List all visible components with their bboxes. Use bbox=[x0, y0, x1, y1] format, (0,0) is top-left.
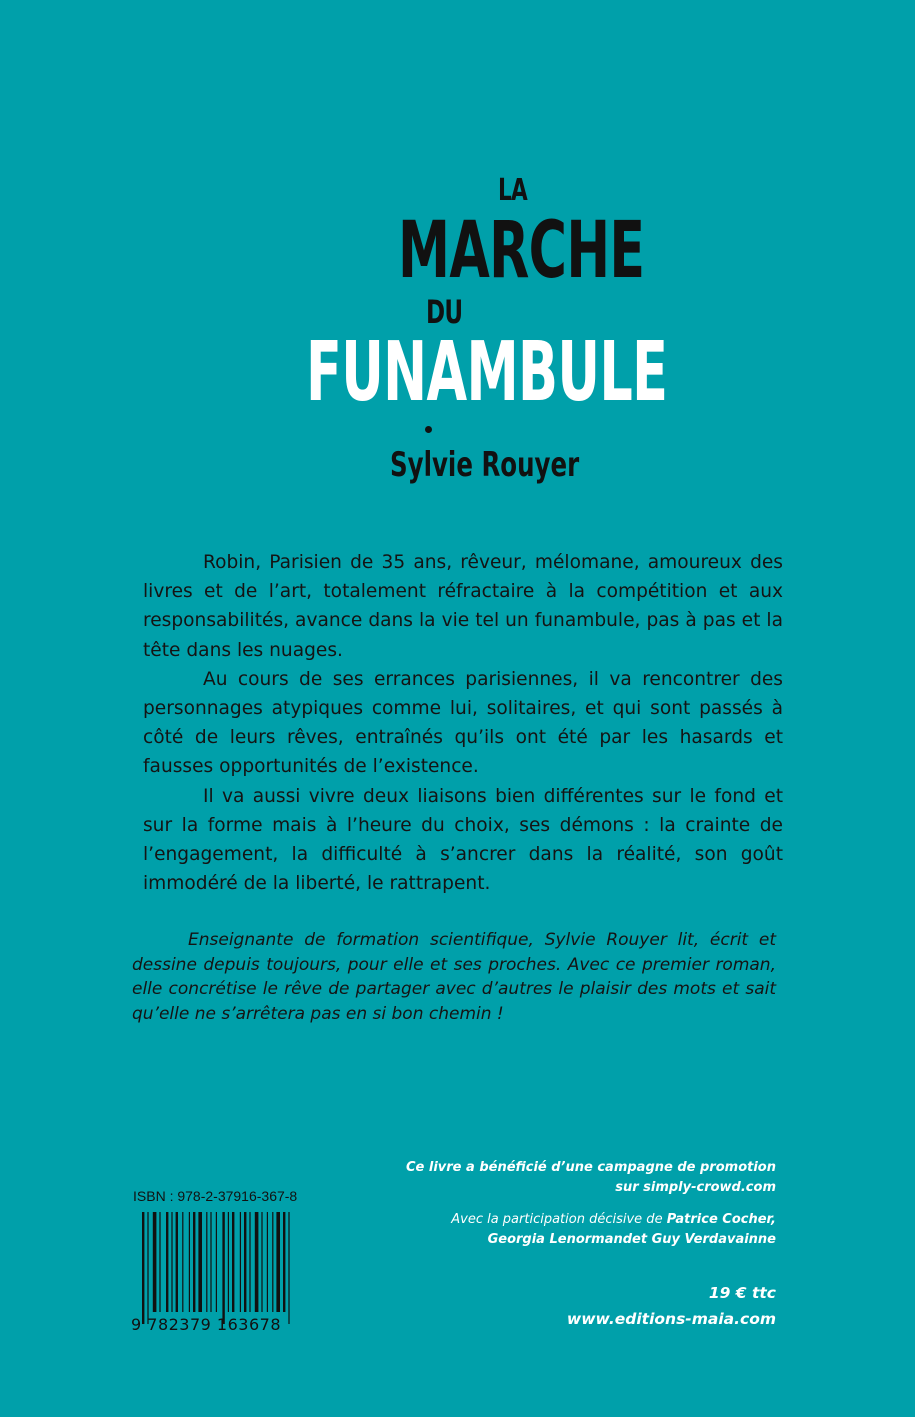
barcode-bar bbox=[176, 1212, 178, 1312]
isbn-label: ISBN : 978-2-37916-367-8 bbox=[133, 1188, 298, 1204]
barcode-bar bbox=[222, 1212, 224, 1324]
barcode-bar bbox=[249, 1212, 250, 1312]
barcode-bar bbox=[206, 1212, 207, 1312]
participation-prefix: Avec la participation décisive de bbox=[451, 1212, 667, 1227]
synopsis-paragraph: Il va aussi vivre deux liaisons bien différentes sur le fond et sur la forme mais à l’heure du choix, ses démons : la crainte de l’engagement, la difficulté à s’ancrer dans la réalité, son goût immodéré de la liberté, le rattrapent. bbox=[143, 785, 783, 895]
barcode-bar bbox=[171, 1212, 172, 1312]
credits bbox=[356, 1158, 776, 1332]
price: 19 € ttc bbox=[708, 1284, 776, 1302]
barcode-bar bbox=[276, 1212, 280, 1312]
barcode-bar bbox=[182, 1212, 183, 1312]
barcode-bar bbox=[240, 1212, 241, 1312]
barcode-bar bbox=[142, 1212, 144, 1324]
publisher-website: www.editions-maia.com bbox=[566, 1310, 776, 1328]
title-line-la: LA bbox=[498, 173, 528, 208]
barcode-bar bbox=[193, 1212, 195, 1312]
author-bio-text: Enseignante de formation scientifique, Sylvie Rouyer lit, écrit et dessine depuis toujours, pour elle et ses proches. Avec ce premier roman, elle concrétise le rêve de partager avec d’autres le plaisir des mots et sait qu’elle ne s’arrêtera pas en si bon chemin ! bbox=[132, 930, 776, 1024]
barcode-bar bbox=[272, 1212, 273, 1312]
barcode-bar bbox=[153, 1212, 157, 1312]
barcode-bar bbox=[267, 1212, 268, 1312]
barcode-bar bbox=[288, 1212, 289, 1324]
participation-names-1: Patrice Cocher, bbox=[666, 1212, 776, 1227]
barcode-bar bbox=[198, 1212, 202, 1312]
promotion-line-1: Ce livre a bénéficié d’une campagne de promotion bbox=[406, 1160, 776, 1175]
participation-line-2 bbox=[356, 1230, 776, 1250]
participation-names-2: Georgia Lenormandet Guy Verdavainne bbox=[487, 1232, 776, 1247]
barcode-bar bbox=[166, 1212, 168, 1312]
bullet-dot bbox=[425, 426, 432, 433]
participation-note bbox=[356, 1210, 776, 1250]
barcode-bar bbox=[228, 1212, 229, 1312]
author-name: Sylvie Rouyer bbox=[390, 445, 580, 485]
barcode-bar bbox=[261, 1212, 262, 1312]
barcode-digits: 9 782379 163678 bbox=[131, 1315, 282, 1334]
barcode-bar bbox=[147, 1212, 148, 1324]
title-line-du: DU bbox=[426, 293, 463, 331]
synopsis-paragraph: Au cours de ses errances parisiennes, il va rencontrer des personnages atypiques comme lui, solitaires, et qui sont passés à côté de leurs rêves, entraînés qu’ils ont été par les hasards et fausses opportunités de l’existence. bbox=[143, 668, 783, 778]
participation-line-1 bbox=[356, 1210, 776, 1230]
promotion-note bbox=[356, 1158, 776, 1198]
barcode bbox=[140, 1212, 300, 1330]
barcode-bar bbox=[283, 1212, 285, 1312]
barcode-bar bbox=[255, 1212, 259, 1312]
title-line-marche: MARCHE bbox=[398, 206, 645, 296]
barcode-bar bbox=[159, 1212, 160, 1312]
barcode-bar bbox=[232, 1212, 234, 1312]
barcode-bar bbox=[216, 1212, 217, 1312]
title-line-funambule: FUNAMBULE bbox=[306, 325, 668, 420]
author-bio bbox=[132, 928, 776, 1026]
barcode-bar bbox=[244, 1212, 246, 1312]
promotion-line-2: sur simply-crowd.com bbox=[615, 1180, 776, 1195]
synopsis bbox=[143, 548, 783, 898]
synopsis-paragraph: Robin, Parisien de 35 ans, rêveur, mélomane, amoureux des livres et de l’art, totalement réfractaire à la compétition et aux responsabilités, avance dans la vie tel un funambule, pas à pas et la tête dans les nuages. bbox=[143, 552, 783, 661]
barcode-bar bbox=[189, 1212, 190, 1312]
barcode-bar bbox=[210, 1212, 211, 1312]
